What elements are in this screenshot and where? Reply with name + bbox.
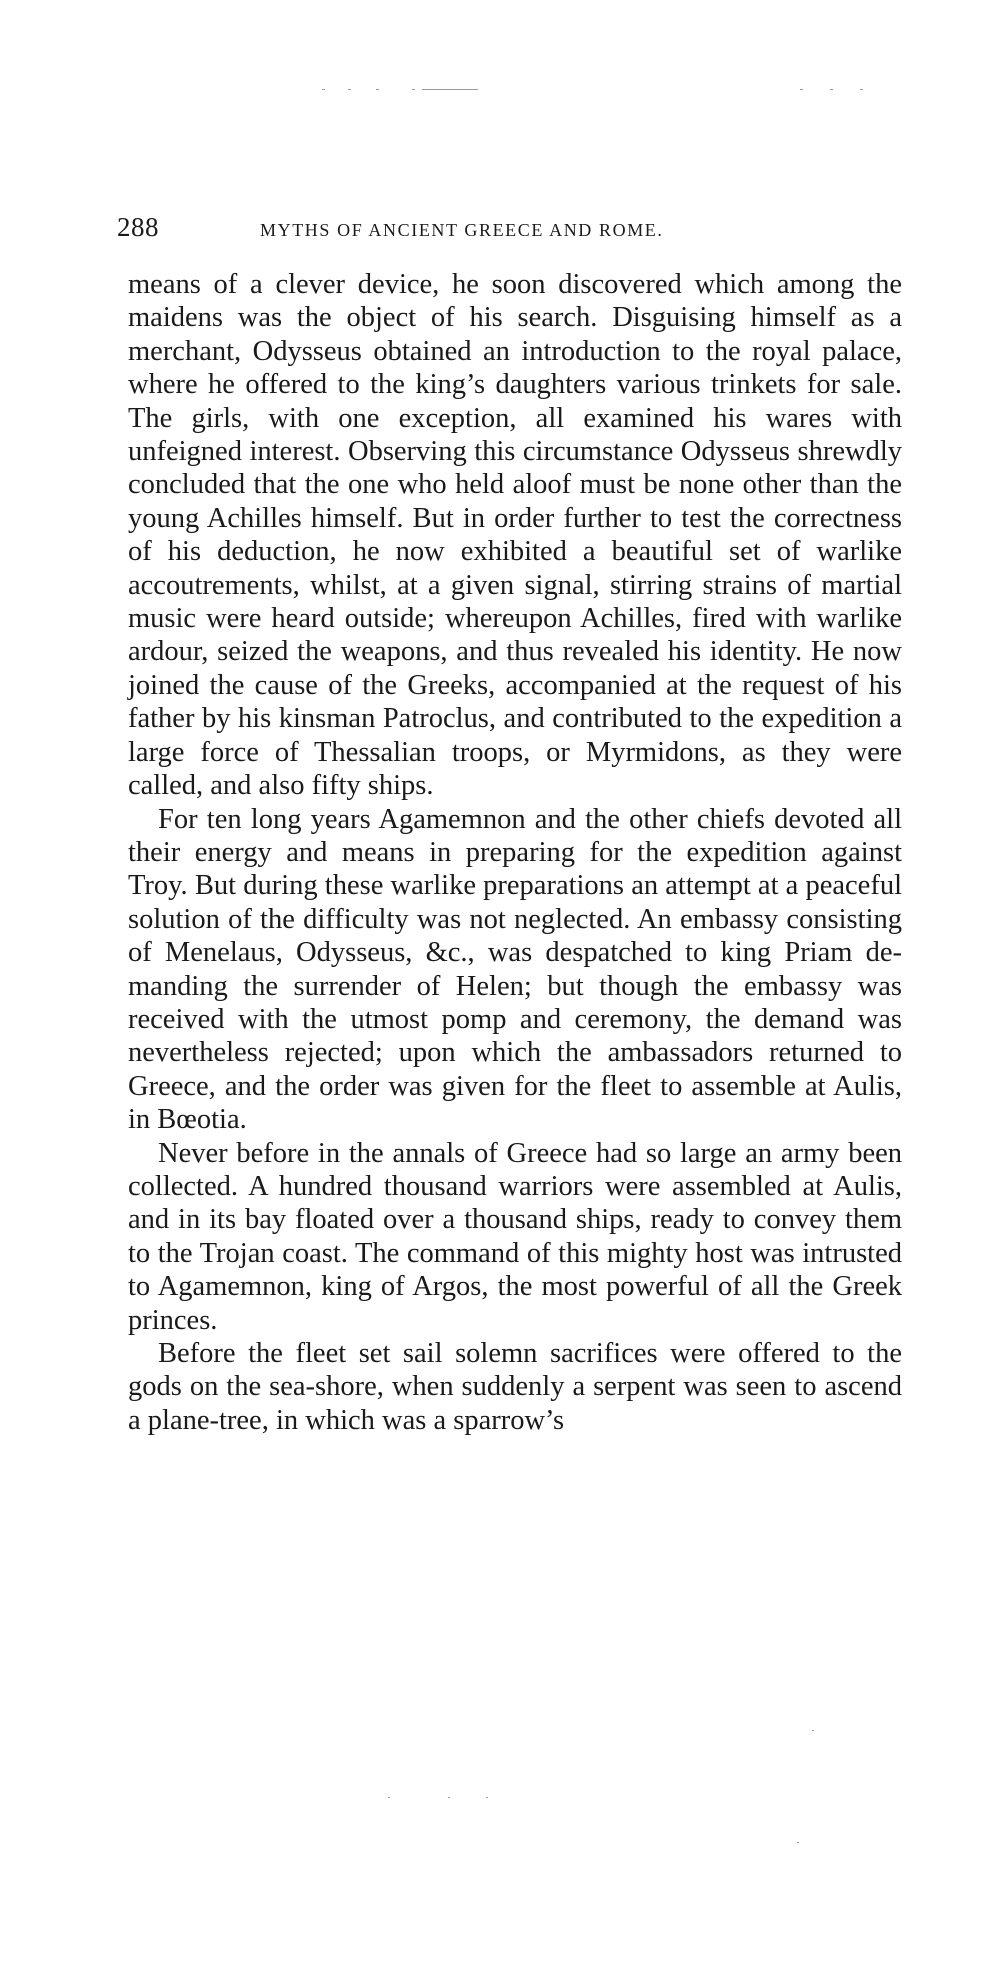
scan-speck (797, 1842, 799, 1843)
scan-speck (812, 1730, 814, 1731)
paragraph-4: Before the fleet set sail solemn sacrifices were offered to the gods on the sea-shore, when suddenly a serpent was seen to ascend a plane-tree, in which was a sparrow’s (128, 1338, 902, 1436)
page-header (117, 212, 897, 252)
body-text (128, 268, 902, 1437)
scan-speck (800, 89, 803, 90)
paragraph-2: For ten long years Agamemnon and the other chiefs devoted all their energy and means in preparing for the expedition against Troy. But during these warlike preparations an attempt at a peaceful solution of the difficulty was not neglected. An embassy consisting of Menelaus, Odysseus, &c., was despatched to king Priam demanding the surrender of Helen; but though the embassy was received with the utmost pomp and ceremony, the demand was nevertheless rejected; upon which the ambassadors returned to Greece, and the order was given for the fleet to assemble at Aulis, in Bœotia. (128, 803, 902, 1136)
scan-speck (376, 89, 379, 90)
scan-speck (348, 89, 351, 90)
scan-speck (830, 89, 833, 90)
page-number: 288 (117, 212, 159, 242)
scan-speck (322, 89, 325, 90)
scan-speck (388, 1797, 390, 1798)
scan-speck (860, 89, 863, 90)
running-title: MYTHS OF ANCIENT GREECE AND ROME. (260, 220, 664, 240)
paragraph-3: Never before in the annals of Greece had so large an army been collected. A hundred thousand warriors were assembled at Aulis, and in its bay floated over a thousand ships, ready to convey them to the Trojan coast. The command of this mighty host was intrusted to Agamemnon, king of Argos, the most powerful of all the Greek princes. (128, 1137, 902, 1336)
scan-speck (422, 89, 478, 90)
scan-speck (412, 89, 415, 90)
scan-speck (448, 1797, 450, 1798)
scan-speck (486, 1797, 488, 1798)
paragraph-1: means of a clever device, he soon discovered which among the maidens was the object of his search. Disguising himself as a merchant, Odysseus obtained an introduction to the royal palace, where he offered to the king’s daughters various trinkets for sale. The girls, with one exception, all examined his wares with unfeigned interest. Observing this circumstance Odysseus shrewdly concluded that the one who held aloof must be none other than the young Achilles himself. But in order further to test the correctness of his deduction, he now exhibited a beautiful set of warlike accoutrements, whilst, at a given signal, stirring strains of martial music were heard outside; whereupon Achilles, fired with warlike ardour, seized the weapons, and thus revealed his identity. He now joined the cause of the Greeks, accompanied at the request of his father by his kinsman Patroclus, and contributed to the expedition a large force of Thessalian troops, or Myrmidons, as they were called, and also fifty ships. (128, 269, 902, 802)
